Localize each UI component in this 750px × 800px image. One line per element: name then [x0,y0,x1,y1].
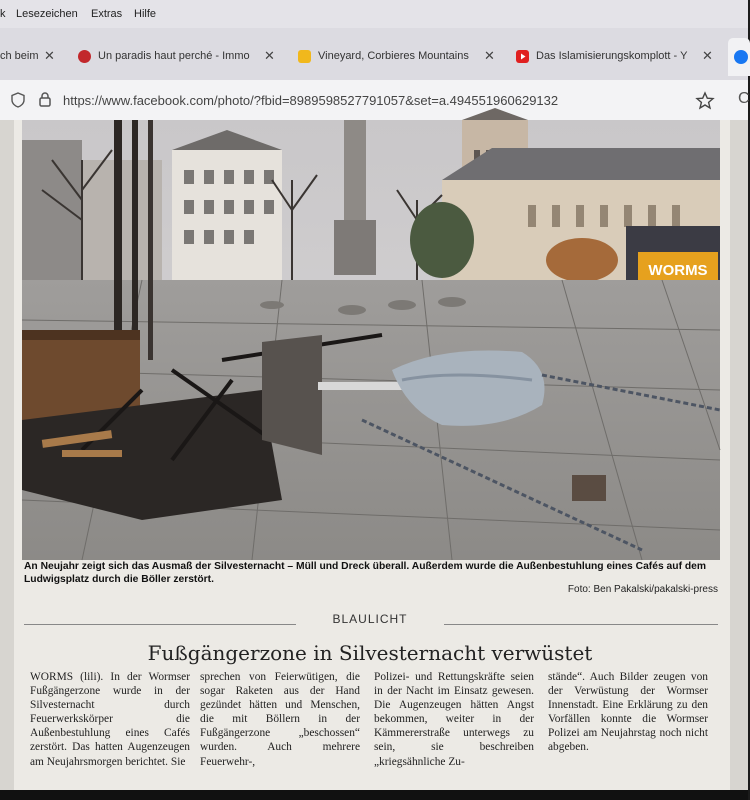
tab-bar [0,28,748,80]
close-icon[interactable]: ✕ [44,48,55,63]
url-input[interactable]: https://www.facebook.com/photo/?fbid=8989598527791057&set=a.494551960629132 [63,93,559,108]
article-text-4: stände“. Auch Bilder zeugen von der Verwüstung der Wormser Innenstadt. Eine Erklärung zu den Vorfällen konnte die Wormser Polizei am Neujahrstag noch nicht abgeben. [548,671,708,754]
article-column-3 [374,670,534,769]
tab-2[interactable] [72,38,280,76]
bookmark-star-icon[interactable] [696,92,714,109]
tab-2-title: Un paradis haut perché - Immo [98,50,250,62]
tab-4-title: Das Islamisierungskomplott - Y [536,50,688,62]
menu-bar [0,0,748,28]
article-text-2: sprechen von Feierwütigen, die sogar Raketen aus der Hand gezündet hätten und Menschen, die mit Böllern in der Fußgängerzone „beschossen“ wurden. Auch mehrere Feuerwehr-, [200,671,360,768]
tab-4[interactable] [510,38,718,76]
tab-1[interactable] [0,38,60,76]
menu-item-help[interactable]: Hilfe [134,8,157,20]
reload-icon[interactable]: C [738,90,750,107]
close-icon[interactable]: ✕ [702,48,713,63]
article-headline: Fußgängerzone in Silvesternacht verwüstet [147,641,593,665]
address-bar [0,80,748,121]
article-text-1: WORMS (lili). In der Wormser Fußgängerzone wurde in der Silvesternacht durch Feuerwerkskörper die Außenbestuhlung eines Cafés zerstört. Das hatten Augenzeugen am Neujahrsmorgen berichtet. Sie [30,671,190,768]
photo-caption: An Neujahr zeigt sich das Ausmaß der Silvesternacht – Müll und Dreck überall. Außerdem wurde die Außenbestuhlung eines Cafés auf dem Ludwigsplatz durch die Böller zerstört. [24,561,707,585]
close-icon[interactable]: ✕ [264,48,275,63]
article-photo [22,120,720,560]
close-icon[interactable]: ✕ [484,48,495,63]
youtube-icon [516,50,529,63]
menu-item-bookmarks[interactable]: Lesezeichen [16,8,78,20]
article-column-1 [30,670,190,769]
tab-3-title: Vineyard, Corbieres Mountains [318,50,469,62]
article-column-2 [200,670,360,769]
menu-item-extras[interactable]: Extras [91,8,123,20]
menu-item-file[interactable]: k [0,8,6,20]
red-circle-icon [78,50,91,63]
article-text-3: Polizei- und Rettungskräfte seien in der Nacht im Einsatz gewesen. Die Augenzeugen hätten Angst bekommen, weiter in der Kämmererstraße unterwegs zu sein, sie beschreiben „kriegsähnliche Zu- [374,671,534,768]
worms-sign-text: WORMS [648,262,708,279]
os-taskbar [0,790,748,800]
photo-credit: Foto: Ben Pakalski/pakalski-press [567,584,718,595]
lock-icon[interactable] [38,91,52,108]
divider-left [24,624,296,625]
tab-3[interactable] [292,38,500,76]
yellow-square-icon [298,50,311,63]
tab-facebook-active[interactable] [728,38,750,76]
article-column-4 [548,670,708,755]
section-kicker: BLAULICHT [332,612,408,626]
facebook-icon [734,50,748,64]
shield-icon[interactable] [10,92,26,108]
tab-1-title: ch beim [0,50,39,62]
divider-right [444,624,718,625]
